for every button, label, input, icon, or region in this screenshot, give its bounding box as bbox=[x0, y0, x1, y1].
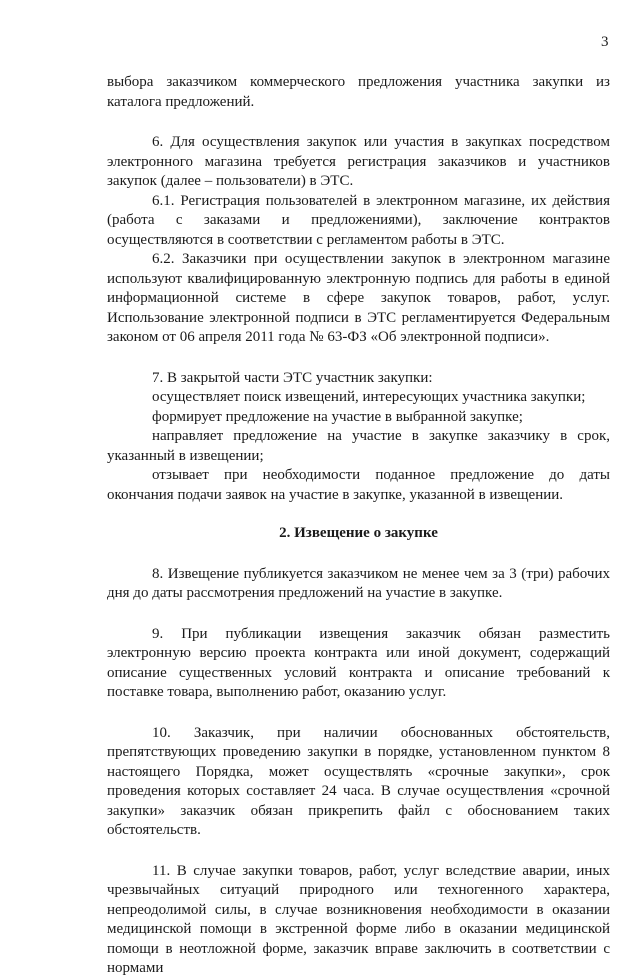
paragraph-6-2: 6.2. Заказчики при осуществлении закупок в электронном магазине используют квалифицированную электронную подпись для работы в единой информационной системе в сфере закупок товаров, работ, услуг. Использование электронной подписи в ЭТС регламентируется Федеральным законом от 06 апреля 2011 года № 63-ФЗ «Об электронной подписи». bbox=[107, 251, 610, 345]
paragraph-10: 10. Заказчик, при наличии обоснованных обстоятельств, препятствующих проведению закупки в порядке, установленном пунктом 8 настоящего Порядка, может осуществлять «срочные закупки», срок проведения которых составляет 24 часа. В случае осуществления «срочной закупки» заказчик обязан прикрепить файл с обоснованием таких обстоятельств. bbox=[107, 724, 610, 838]
paragraph-7-item-4: отзывает при необходимости поданное предложение до даты окончания подачи заявок на участие в закупке, указанной в извещении. bbox=[107, 467, 610, 503]
section-heading: 2. Извещение о закупке bbox=[279, 525, 438, 541]
paragraph-6-1: 6.1. Регистрация пользователей в электронном магазине, их действия (работа с заказами и предложениями), заключение контрактов осуществляются в соответствии с регламентом работы в ЭТС. bbox=[107, 192, 610, 248]
paragraph-7: 7. В закрытой части ЭТС участник закупки: bbox=[152, 369, 433, 386]
paragraph-7-item-3: направляет предложение на участие в закупке заказчику в срок, указанный в извещении; bbox=[107, 428, 610, 464]
page-number: 3 bbox=[601, 34, 609, 50]
document-body bbox=[107, 73, 610, 979]
paragraph-7-item-2: формирует предложение на участие в выбранной закупке; bbox=[152, 408, 523, 425]
paragraph-8: 8. Извещение публикуется заказчиком не менее чем за 3 (три) рабочих дня до даты рассмотрения предложений на участие в закупке. bbox=[107, 565, 610, 601]
paragraph-6: 6. Для осуществления закупок или участия в закупках посредством электронного магазина требуется регистрация заказчиков и участников закупок (далее – пользователи) в ЭТС. bbox=[107, 134, 610, 189]
paragraph-7-item-1: осуществляет поиск извещений, интересующих участника закупки; bbox=[152, 389, 586, 405]
paragraph-continuation: выбора заказчиком коммерческого предложения участника закупки из каталога предложений. bbox=[107, 74, 610, 110]
paragraph-11: 11. В случае закупки товаров, работ, услуг вследствие аварии, иных чрезвычайных ситуаций природного или техногенного характера, непреодолимой силы, в случае возникновения необходимости в оказании медицинской помощи в экстренной форме либо в оказании медицинской помощи в неотложной форме, заказчик вправе заключить в соответствии с нормами bbox=[107, 862, 610, 976]
paragraph-9: 9. При публикации извещения заказчик обязан разместить электронную версию проекта контракта или иной документ, содержащий описание существенных условий контракта и описание требований к поставке товара, выполнению работ, оказанию услуг. bbox=[107, 625, 610, 700]
